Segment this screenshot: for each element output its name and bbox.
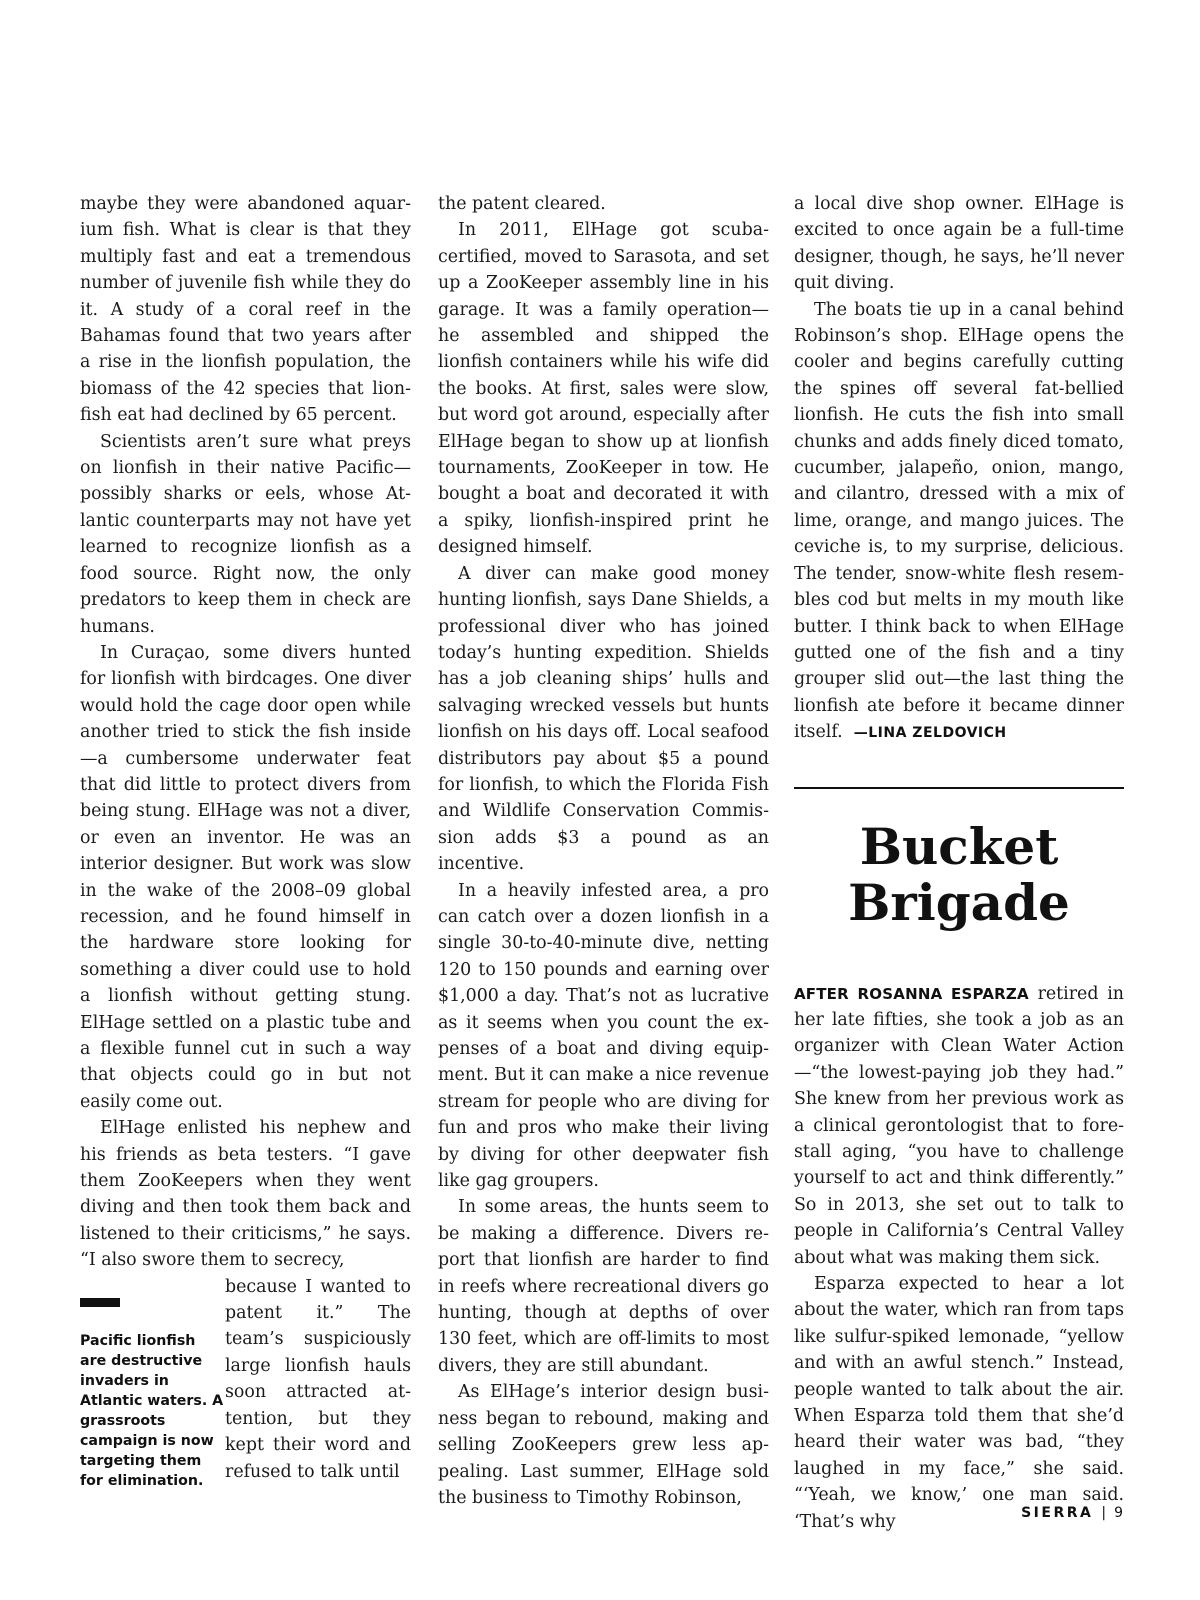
body-paragraph [794, 297, 1124, 747]
headline-line: Brigade [848, 872, 1070, 932]
sidebar-paragraph [794, 981, 1124, 1271]
page-number: 9 [1114, 1505, 1123, 1521]
body-paragraph: ElHage enlisted his nephew and his friends as beta testers. “I gave them ZooKeepers when they went diving and then took them back and listened to their criticisms,” he says. “I also swore them to secrecy, [80, 1118, 411, 1271]
body-paragraph: maybe they were abandoned aquarium fish. What is clear is that they multiply fast and eat a tremendous number of juvenile fish while they do it. A study of a coral reef in the Bahamas found that two years after a rise in the lionfish population, the biomass of the 42 species that lionfish eat had declined by 65 percent. [80, 194, 411, 426]
sidebar-headline [794, 816, 1124, 932]
article-column-2 [438, 191, 769, 1511]
lead-in: AFTER ROSANNA ESPARZA [794, 984, 1029, 1003]
photo-caption [80, 1274, 225, 1491]
sidebar-paragraph: Esparza expected to hear a lot about the water, which ran from taps like sulfur-spiked lemonade, “yellow and with an awful stench.” Instead, people wanted to talk about the air. When Esparza told them that she’d heard their water was bad, “they laughed in my face,” she said. “‘Yeah, we know,’ one man said. ‘That’s why [794, 1274, 1124, 1532]
body-paragraph: Scientists aren’t sure what preys on lionfish in their native Pacific—possibly sharks or eels, whose Atlantic counterparts may not have yet learned to recognize lionfish as a food source. Right now, the only predators to keep them in check are humans. [80, 431, 411, 637]
article-column-3 [794, 191, 1124, 1535]
author-byline: —LINA ZELDOVICH [853, 725, 1007, 742]
body-paragraph: In 2011, ElHage got scuba-certified, moved to Sarasota, and set up a ZooKeeper assembly line in his garage. It was a family operation—he assembled and shipped the lionfish containers while his wife did the books. At first, sales were slow, but word got around, especially after ElHage began to show up at lionfish tournaments, ZooKeeper in tow. He bought a boat and decorated it with a spiky, lionfish-inspired print he designed himself. [438, 220, 769, 558]
body-paragraph-continuation: because I wanted to patent it.” The team’s suspiciously large lionfish hauls soon attracted attention, but they kept their word and refused to talk until [225, 1276, 411, 1482]
headline-line: Bucket [859, 816, 1059, 876]
wrapped-text [225, 1274, 411, 1485]
body-paragraph: the patent cleared. [438, 194, 606, 214]
section-divider [794, 787, 1124, 789]
caption-text: Pacific lionfish are destructive invaders in Atlantic waters. A grassroots campaign is now targeting them for elimination. [80, 1332, 224, 1489]
folio-separator: | [1101, 1505, 1107, 1521]
caption-block [80, 1274, 411, 1491]
caption-rule [80, 1298, 120, 1307]
body-text: The boats tie up in a canal behind Robinson’s shop. ElHage opens the cooler and begins carefully cutting the spines off several fat-bellied lionfish. He cuts the fish into small chunks and adds finely diced tomato, cucumber, jalapeño, onion, mango, and cilantro, dressed with a mix of lime, orange, and mango juices. The ceviche is, to my surprise, delicious. The tender, snow-white flesh resembles cod but melts in my mouth like butter. I think back to when ElHage gutted one of the fish and a tiny grouper slid out—the last thing the lionfish ate before it became dinner itself. [794, 299, 1124, 743]
body-paragraph: In some areas, the hunts seem to be making a difference. Divers report that lionfish are harder to find in reefs where recreational divers go hunting, though at depths of over 130 feet, which are off-limits to most divers, they are still abundant. [438, 1197, 769, 1376]
body-paragraph: a local dive shop owner. ElHage is excited to once again be a full-time designer, though, he says, he’ll never quit diving. [794, 194, 1124, 294]
body-paragraph: In a heavily infested area, a pro can catch over a dozen lionfish in a single 30-to-40-minute dive, netting 120 to 150 pounds and earning over $1,000 a day. That’s not as lucrative as it seems when you count the expenses of a boat and diving equipment. But it can make a nice revenue stream for people who are diving for fun and pros who make their living by diving for other deepwater fish like gag groupers. [438, 880, 769, 1192]
page-footer [1021, 1505, 1123, 1521]
article-column-1 [80, 191, 411, 1491]
body-text: retired in her late fifties, she took a job as an organizer with Clean Water Action—“the lowest-paying job they had.” She knew from her previous work as a clinical gerontologist that to forestall aging, “you have to challenge yourself to act and think differently.” So in 2013, she set out to talk to people in California’s Central Valley about what was making them sick. [794, 983, 1124, 1268]
body-paragraph: As ElHage’s interior design business began to rebound, making and selling ZooKeepers grew less appealing. Last summer, ElHage sold the business to Timothy Robinson, [438, 1382, 769, 1508]
body-paragraph: In Curaçao, some divers hunted for lionfish with birdcages. One diver would hold the cage door open while another tried to stick the fish inside—a cumbersome underwater feat that did little to protect divers from being stung. ElHage was not a diver, or even an inventor. He was an interior designer. But work was slow in the wake of the 2008–09 global recession, and he found himself in the hardware store looking for something a diver could use to hold a lionfish without getting stung. ElHage settled on a plastic tube and a flexible funnel cut in such a way that objects could go in but not easily come out. [80, 642, 411, 1112]
magazine-name: SIERRA [1021, 1505, 1094, 1521]
body-paragraph: A diver can make good money hunting lionfish, says Dane Shields, a professional diver who has joined today’s hunting expedition. Shields has a job cleaning ships’ hulls and salvaging wrecked vessels but hunts lionfish on his days off. Local seafood distributors pay about $5 a pound for lionfish, to which the Florida Fish and Wildlife Conservation Commission adds $3 a pound as an incentive. [438, 563, 769, 875]
